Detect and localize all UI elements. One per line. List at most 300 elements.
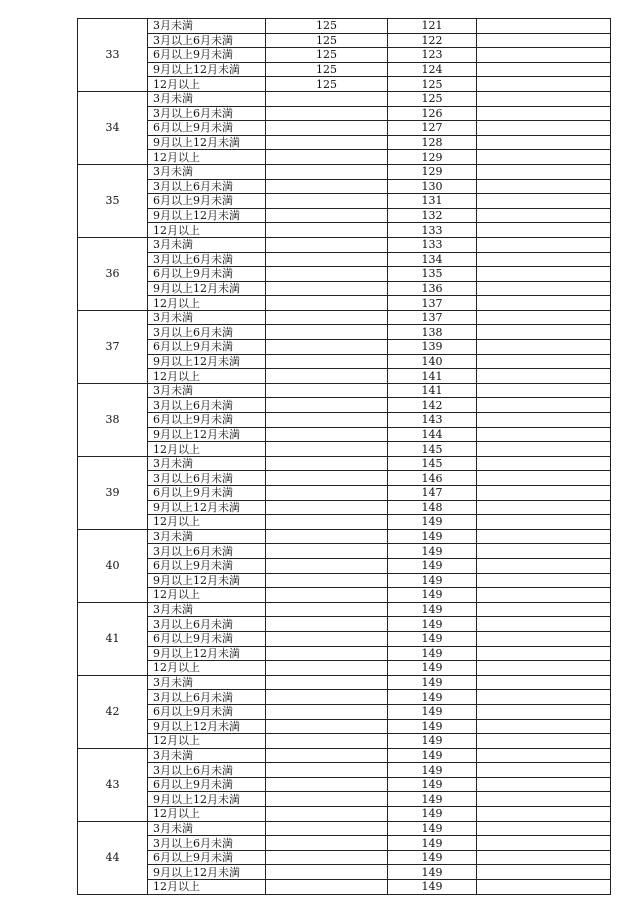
value-a-cell <box>266 91 388 106</box>
period-cell: 3月未満 <box>148 529 266 544</box>
empty-cell <box>477 267 611 282</box>
empty-cell <box>477 500 611 515</box>
period-cell: 9月以上12月未満 <box>148 354 266 369</box>
table-row <box>78 442 611 457</box>
value-a-cell <box>266 500 388 515</box>
empty-cell <box>477 62 611 77</box>
period-cell: 3月未満 <box>148 383 266 398</box>
value-a-cell: 125 <box>266 62 388 77</box>
period-cell: 12月以上 <box>148 880 266 895</box>
table-row <box>78 690 611 705</box>
empty-cell <box>477 471 611 486</box>
value-b-cell: 136 <box>388 281 477 296</box>
empty-cell <box>477 427 611 442</box>
value-b-cell: 146 <box>388 471 477 486</box>
age-table-body <box>78 19 611 895</box>
table-row <box>78 456 611 471</box>
value-a-cell <box>266 617 388 632</box>
table-row <box>78 763 611 778</box>
period-cell: 3月以上6月未満 <box>148 763 266 778</box>
period-cell: 6月以上9月未満 <box>148 486 266 501</box>
period-cell: 9月以上12月未満 <box>148 792 266 807</box>
value-b-cell: 149 <box>388 719 477 734</box>
period-cell: 3月以上6月未満 <box>148 325 266 340</box>
value-b-cell: 141 <box>388 369 477 384</box>
empty-cell <box>477 150 611 165</box>
value-a-cell <box>266 865 388 880</box>
table-row <box>78 164 611 179</box>
empty-cell <box>477 281 611 296</box>
value-a-cell <box>266 354 388 369</box>
value-a-cell <box>266 792 388 807</box>
empty-cell <box>477 690 611 705</box>
empty-cell <box>477 442 611 457</box>
period-cell: 6月以上9月未満 <box>148 631 266 646</box>
age-table <box>77 18 611 895</box>
value-a-cell <box>266 179 388 194</box>
value-a-cell <box>266 880 388 895</box>
empty-cell <box>477 588 611 603</box>
value-b-cell: 125 <box>388 91 477 106</box>
value-b-cell: 129 <box>388 150 477 165</box>
value-a-cell <box>266 398 388 413</box>
table-row <box>78 865 611 880</box>
value-b-cell: 141 <box>388 383 477 398</box>
period-cell: 3月以上6月未満 <box>148 544 266 559</box>
empty-cell <box>477 164 611 179</box>
value-b-cell: 149 <box>388 734 477 749</box>
empty-cell <box>477 179 611 194</box>
value-b-cell: 147 <box>388 486 477 501</box>
period-cell: 3月以上6月未満 <box>148 690 266 705</box>
period-cell: 6月以上9月未満 <box>148 850 266 865</box>
value-a-cell <box>266 471 388 486</box>
table-row <box>78 661 611 676</box>
table-row <box>78 19 611 34</box>
table-row <box>78 223 611 238</box>
period-cell: 3月未満 <box>148 91 266 106</box>
period-cell: 6月以上9月未満 <box>148 340 266 355</box>
value-a-cell <box>266 310 388 325</box>
period-cell: 3月未満 <box>148 164 266 179</box>
value-b-cell: 137 <box>388 296 477 311</box>
empty-cell <box>477 208 611 223</box>
value-b-cell: 149 <box>388 792 477 807</box>
table-row <box>78 515 611 530</box>
table-row <box>78 573 611 588</box>
period-cell: 3月未満 <box>148 821 266 836</box>
period-cell: 9月以上12月未満 <box>148 62 266 77</box>
value-a-cell <box>266 106 388 121</box>
value-b-cell: 148 <box>388 500 477 515</box>
period-cell: 9月以上12月未満 <box>148 573 266 588</box>
empty-cell <box>477 821 611 836</box>
value-a-cell <box>266 821 388 836</box>
empty-cell <box>477 237 611 252</box>
value-b-cell: 149 <box>388 573 477 588</box>
value-b-cell: 149 <box>388 763 477 778</box>
table-row <box>78 500 611 515</box>
value-b-cell: 123 <box>388 48 477 63</box>
empty-cell <box>477 252 611 267</box>
period-cell: 6月以上9月未満 <box>148 413 266 428</box>
value-a-cell: 125 <box>266 77 388 92</box>
table-row <box>78 427 611 442</box>
empty-cell <box>477 121 611 136</box>
empty-cell <box>477 602 611 617</box>
table-row <box>78 719 611 734</box>
period-cell: 3月以上6月未満 <box>148 471 266 486</box>
empty-cell <box>477 19 611 34</box>
table-row <box>78 281 611 296</box>
period-cell: 12月以上 <box>148 150 266 165</box>
value-b-cell: 149 <box>388 850 477 865</box>
value-b-cell: 133 <box>388 237 477 252</box>
table-row <box>78 646 611 661</box>
value-b-cell: 143 <box>388 413 477 428</box>
age-cell: 34 <box>78 91 148 164</box>
period-cell: 6月以上9月未満 <box>148 558 266 573</box>
period-cell: 9月以上12月未満 <box>148 281 266 296</box>
empty-cell <box>477 836 611 851</box>
empty-cell <box>477 719 611 734</box>
value-a-cell <box>266 456 388 471</box>
period-cell: 12月以上 <box>148 588 266 603</box>
value-a-cell <box>266 646 388 661</box>
value-b-cell: 149 <box>388 529 477 544</box>
table-row <box>78 33 611 48</box>
table-row <box>78 398 611 413</box>
table-row <box>78 194 611 209</box>
table-row <box>78 836 611 851</box>
period-cell: 12月以上 <box>148 296 266 311</box>
empty-cell <box>477 194 611 209</box>
value-a-cell <box>266 223 388 238</box>
value-a-cell <box>266 121 388 136</box>
value-b-cell: 149 <box>388 690 477 705</box>
value-b-cell: 149 <box>388 821 477 836</box>
value-b-cell: 149 <box>388 675 477 690</box>
table-row <box>78 558 611 573</box>
table-row <box>78 296 611 311</box>
table-row <box>78 310 611 325</box>
table-row <box>78 267 611 282</box>
table-row <box>78 850 611 865</box>
empty-cell <box>477 296 611 311</box>
value-b-cell: 134 <box>388 252 477 267</box>
table-row <box>78 77 611 92</box>
period-cell: 12月以上 <box>148 515 266 530</box>
value-a-cell <box>266 544 388 559</box>
value-b-cell: 124 <box>388 62 477 77</box>
value-b-cell: 130 <box>388 179 477 194</box>
table-row <box>78 106 611 121</box>
value-b-cell: 122 <box>388 33 477 48</box>
empty-cell <box>477 325 611 340</box>
value-a-cell <box>266 267 388 282</box>
table-row <box>78 807 611 822</box>
table-row <box>78 777 611 792</box>
value-b-cell: 149 <box>388 661 477 676</box>
value-b-cell: 149 <box>388 631 477 646</box>
value-a-cell <box>266 748 388 763</box>
period-cell: 6月以上9月未満 <box>148 121 266 136</box>
value-b-cell: 145 <box>388 456 477 471</box>
empty-cell <box>477 646 611 661</box>
value-a-cell: 125 <box>266 33 388 48</box>
empty-cell <box>477 48 611 63</box>
period-cell: 9月以上12月未満 <box>148 646 266 661</box>
value-b-cell: 149 <box>388 880 477 895</box>
value-b-cell: 142 <box>388 398 477 413</box>
period-cell: 3月未満 <box>148 19 266 34</box>
value-a-cell <box>266 252 388 267</box>
value-a-cell <box>266 135 388 150</box>
value-a-cell <box>266 325 388 340</box>
table-row <box>78 91 611 106</box>
value-a-cell <box>266 208 388 223</box>
value-a-cell <box>266 734 388 749</box>
table-row <box>78 544 611 559</box>
value-a-cell: 125 <box>266 48 388 63</box>
period-cell: 9月以上12月未満 <box>148 865 266 880</box>
table-row <box>78 369 611 384</box>
period-cell: 6月以上9月未満 <box>148 777 266 792</box>
value-b-cell: 125 <box>388 77 477 92</box>
value-a-cell <box>266 602 388 617</box>
table-row <box>78 354 611 369</box>
age-cell: 43 <box>78 748 148 821</box>
table-row <box>78 48 611 63</box>
table-row <box>78 704 611 719</box>
value-a-cell <box>266 573 388 588</box>
period-cell: 9月以上12月未満 <box>148 208 266 223</box>
value-a-cell <box>266 194 388 209</box>
age-cell: 36 <box>78 237 148 310</box>
table-row <box>78 179 611 194</box>
table-row <box>78 734 611 749</box>
table-row <box>78 62 611 77</box>
value-b-cell: 128 <box>388 135 477 150</box>
value-a-cell <box>266 340 388 355</box>
empty-cell <box>477 792 611 807</box>
period-cell: 3月未満 <box>148 675 266 690</box>
period-cell: 3月以上6月未満 <box>148 617 266 632</box>
empty-cell <box>477 91 611 106</box>
value-a-cell <box>266 631 388 646</box>
value-a-cell <box>266 486 388 501</box>
table-row <box>78 413 611 428</box>
age-cell: 44 <box>78 821 148 894</box>
period-cell: 6月以上9月未満 <box>148 704 266 719</box>
value-a-cell <box>266 850 388 865</box>
table-row <box>78 325 611 340</box>
empty-cell <box>477 340 611 355</box>
table-row <box>78 237 611 252</box>
period-cell: 6月以上9月未満 <box>148 194 266 209</box>
empty-cell <box>477 777 611 792</box>
empty-cell <box>477 865 611 880</box>
value-b-cell: 121 <box>388 19 477 34</box>
empty-cell <box>477 33 611 48</box>
age-cell: 35 <box>78 164 148 237</box>
age-cell: 40 <box>78 529 148 602</box>
period-cell: 9月以上12月未満 <box>148 427 266 442</box>
table-row <box>78 208 611 223</box>
value-b-cell: 149 <box>388 865 477 880</box>
value-b-cell: 145 <box>388 442 477 457</box>
period-cell: 3月未満 <box>148 748 266 763</box>
empty-cell <box>477 704 611 719</box>
empty-cell <box>477 544 611 559</box>
age-cell: 38 <box>78 383 148 456</box>
empty-cell <box>477 135 611 150</box>
period-cell: 3月未満 <box>148 310 266 325</box>
period-cell: 3月未満 <box>148 602 266 617</box>
empty-cell <box>477 223 611 238</box>
value-a-cell <box>266 558 388 573</box>
empty-cell <box>477 734 611 749</box>
value-a-cell <box>266 442 388 457</box>
period-cell: 12月以上 <box>148 661 266 676</box>
value-b-cell: 132 <box>388 208 477 223</box>
empty-cell <box>477 661 611 676</box>
value-b-cell: 149 <box>388 515 477 530</box>
value-a-cell: 125 <box>266 19 388 34</box>
empty-cell <box>477 631 611 646</box>
value-a-cell <box>266 690 388 705</box>
period-cell: 12月以上 <box>148 223 266 238</box>
period-cell: 3月以上6月未満 <box>148 836 266 851</box>
period-cell: 12月以上 <box>148 369 266 384</box>
table-row <box>78 617 611 632</box>
value-b-cell: 139 <box>388 340 477 355</box>
table-row <box>78 121 611 136</box>
age-cell: 37 <box>78 310 148 383</box>
value-b-cell: 149 <box>388 704 477 719</box>
value-a-cell <box>266 427 388 442</box>
empty-cell <box>477 515 611 530</box>
value-b-cell: 140 <box>388 354 477 369</box>
value-a-cell <box>266 296 388 311</box>
value-b-cell: 129 <box>388 164 477 179</box>
value-b-cell: 138 <box>388 325 477 340</box>
empty-cell <box>477 558 611 573</box>
empty-cell <box>477 456 611 471</box>
empty-cell <box>477 486 611 501</box>
table-row <box>78 821 611 836</box>
period-cell: 12月以上 <box>148 734 266 749</box>
value-a-cell <box>266 588 388 603</box>
empty-cell <box>477 763 611 778</box>
period-cell: 9月以上12月未満 <box>148 500 266 515</box>
period-cell: 12月以上 <box>148 77 266 92</box>
table-row <box>78 486 611 501</box>
value-a-cell <box>266 281 388 296</box>
value-a-cell <box>266 529 388 544</box>
value-a-cell <box>266 413 388 428</box>
empty-cell <box>477 383 611 398</box>
value-b-cell: 137 <box>388 310 477 325</box>
empty-cell <box>477 573 611 588</box>
period-cell: 3月未満 <box>148 237 266 252</box>
value-a-cell <box>266 383 388 398</box>
value-a-cell <box>266 515 388 530</box>
value-b-cell: 127 <box>388 121 477 136</box>
empty-cell <box>477 369 611 384</box>
value-a-cell <box>266 661 388 676</box>
value-a-cell <box>266 719 388 734</box>
period-cell: 3月以上6月未満 <box>148 398 266 413</box>
period-cell: 12月以上 <box>148 807 266 822</box>
empty-cell <box>477 880 611 895</box>
table-row <box>78 383 611 398</box>
value-a-cell <box>266 704 388 719</box>
value-b-cell: 149 <box>388 748 477 763</box>
value-b-cell: 126 <box>388 106 477 121</box>
value-b-cell: 149 <box>388 646 477 661</box>
value-b-cell: 135 <box>388 267 477 282</box>
period-cell: 3月以上6月未満 <box>148 33 266 48</box>
value-b-cell: 144 <box>388 427 477 442</box>
empty-cell <box>477 748 611 763</box>
value-b-cell: 149 <box>388 836 477 851</box>
value-a-cell <box>266 763 388 778</box>
value-b-cell: 149 <box>388 777 477 792</box>
value-a-cell <box>266 807 388 822</box>
table-row <box>78 631 611 646</box>
value-b-cell: 149 <box>388 558 477 573</box>
empty-cell <box>477 77 611 92</box>
value-b-cell: 131 <box>388 194 477 209</box>
table-row <box>78 529 611 544</box>
table-row <box>78 471 611 486</box>
value-a-cell <box>266 150 388 165</box>
empty-cell <box>477 529 611 544</box>
value-a-cell <box>266 777 388 792</box>
period-cell: 3月未満 <box>148 456 266 471</box>
value-a-cell <box>266 675 388 690</box>
value-a-cell <box>266 164 388 179</box>
period-cell: 6月以上9月未満 <box>148 267 266 282</box>
table-row <box>78 135 611 150</box>
value-b-cell: 149 <box>388 588 477 603</box>
value-b-cell: 149 <box>388 602 477 617</box>
period-cell: 6月以上9月未満 <box>148 48 266 63</box>
value-b-cell: 149 <box>388 807 477 822</box>
table-row <box>78 602 611 617</box>
empty-cell <box>477 807 611 822</box>
age-cell: 41 <box>78 602 148 675</box>
empty-cell <box>477 675 611 690</box>
table-row <box>78 792 611 807</box>
age-cell: 33 <box>78 19 148 92</box>
empty-cell <box>477 354 611 369</box>
empty-cell <box>477 617 611 632</box>
period-cell: 3月以上6月未満 <box>148 252 266 267</box>
table-row <box>78 748 611 763</box>
table-row <box>78 252 611 267</box>
period-cell: 3月以上6月未満 <box>148 179 266 194</box>
period-cell: 9月以上12月未満 <box>148 719 266 734</box>
period-cell: 3月以上6月未満 <box>148 106 266 121</box>
value-a-cell <box>266 836 388 851</box>
table-row <box>78 150 611 165</box>
period-cell: 9月以上12月未満 <box>148 135 266 150</box>
empty-cell <box>477 398 611 413</box>
period-cell: 12月以上 <box>148 442 266 457</box>
empty-cell <box>477 850 611 865</box>
